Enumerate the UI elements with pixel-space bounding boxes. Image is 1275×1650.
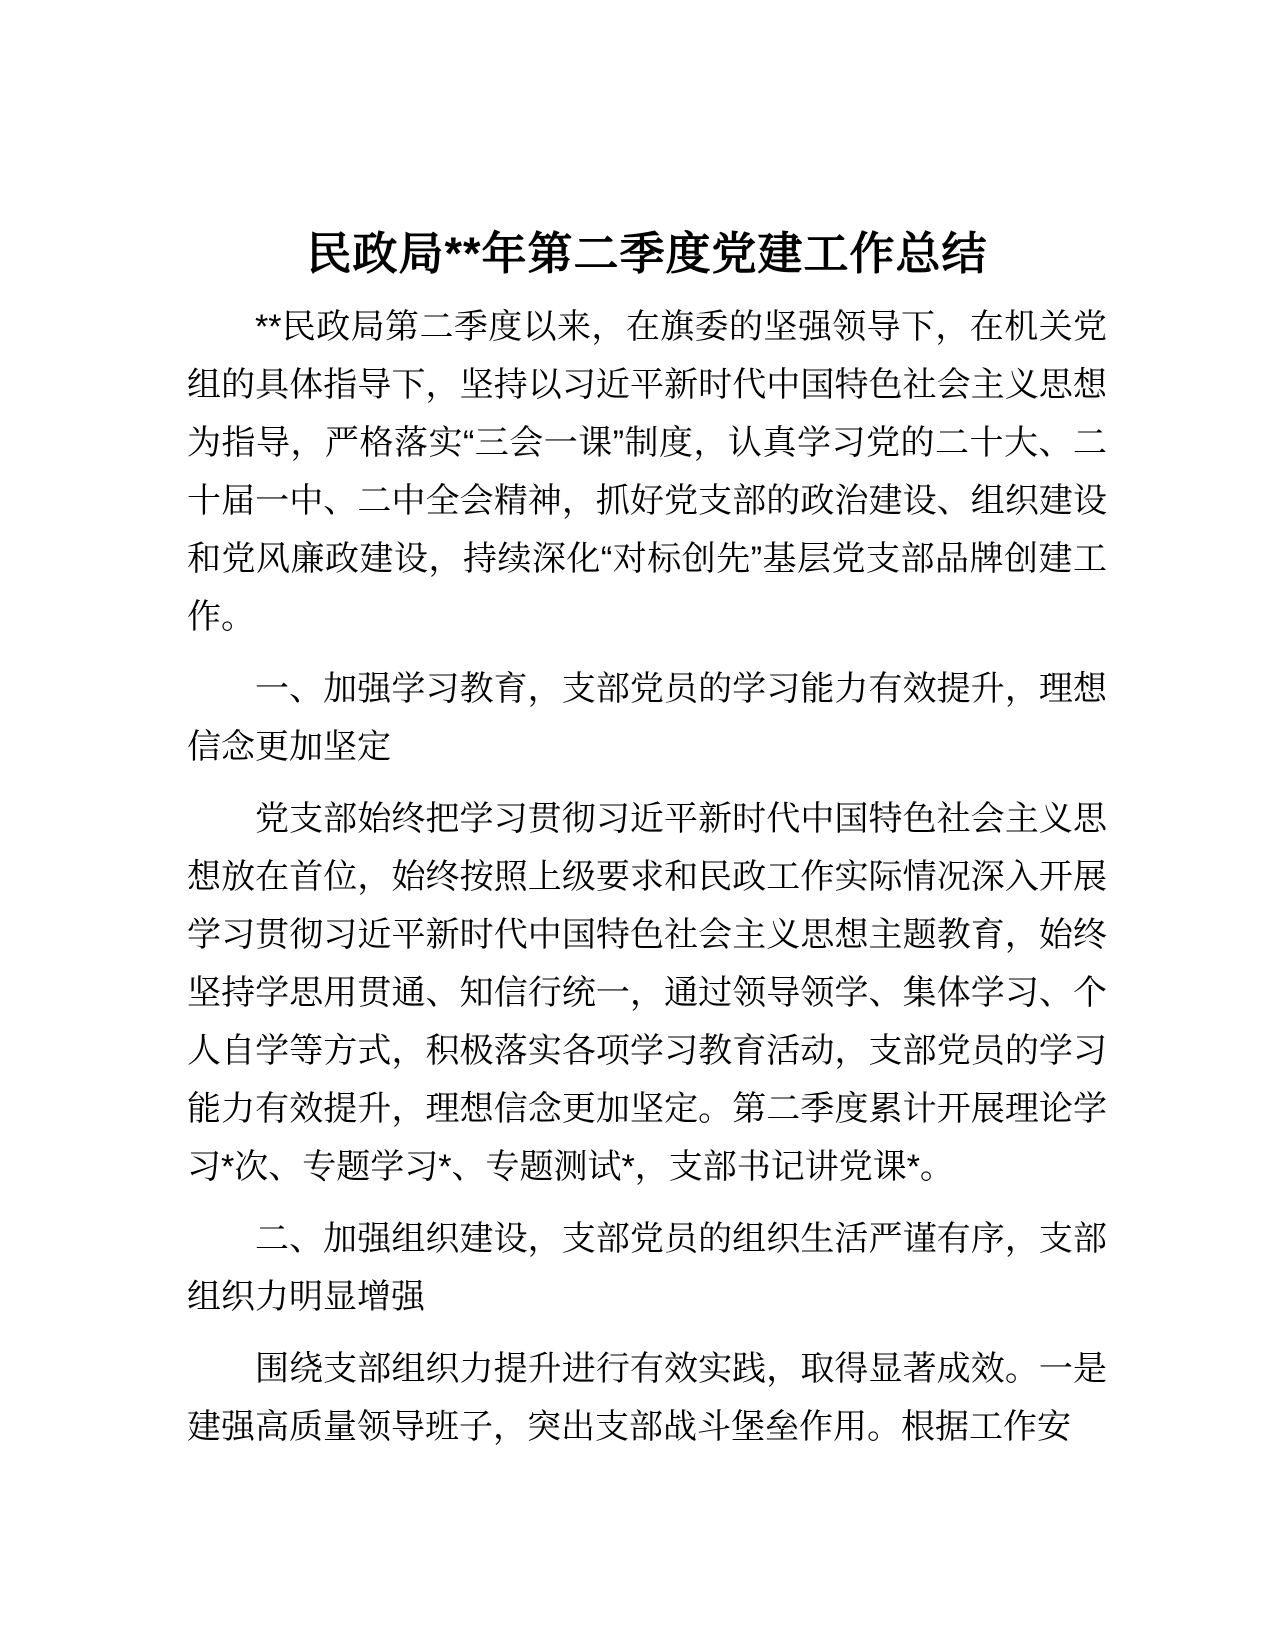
- section-heading-1: 一、加强学习教育，支部党员的学习能力有效提升，理想信念更加坚定: [187, 670, 1107, 766]
- section-heading-2: 二、加强组织建设，支部党员的组织生活严谨有序，支部组织力明显增强: [187, 1220, 1107, 1316]
- document-title: 民政局**年第二季度党建工作总结: [306, 228, 988, 279]
- paragraph-section-2-organization-building: 围绕支部组织力提升进行有效实践，取得显著成效。一是建强高质量领导班子，突出支部战斗堡垒作用。根据工作安: [187, 1350, 1107, 1446]
- paragraph-intro: **民政局第二季度以来，在旗委的坚强领导下，在机关党组的具体指导下，坚持以习近平新时代中国特色社会主义思想为指导，严格落实“三会一课”制度，认真学习党的二十大、二十届一中、二中全会精神，抓好党支部的政治建设、组织建设和党风廉政建设，持续深化“对标创先”基层党支部品牌创建工作。: [187, 308, 1107, 636]
- paragraph-section-1-learning-education: 党支部始终把学习贯彻习近平新时代中国特色社会主义思想放在首位，始终按照上级要求和民政工作实际情况深入开展学习贯彻习近平新时代中国特色社会主义思想主题教育，始终坚持学思用贯通、知信行统一，通过领导领学、集体学习、个人自学等方式，积极落实各项学习教育活动，支部党员的学习能力有效提升，理想信念更加坚定。第二季度累计开展理论学习*次、专题学习*、专题测试*，支部书记讲党课*。: [187, 800, 1107, 1186]
